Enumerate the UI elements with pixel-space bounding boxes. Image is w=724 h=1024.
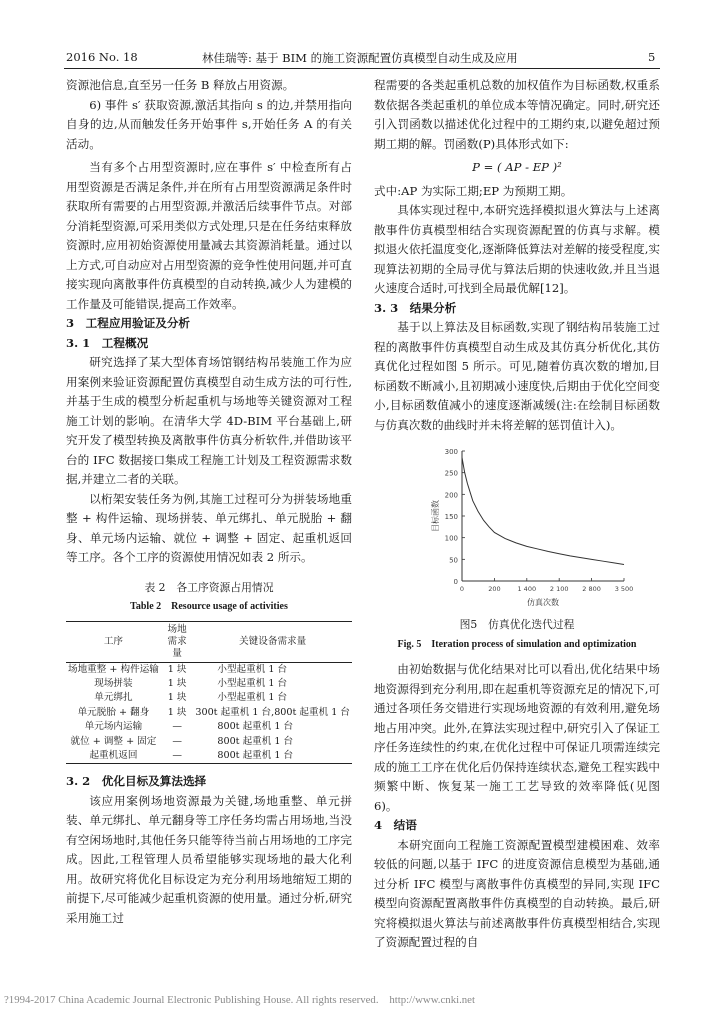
paragraph: 由初始数据与优化结果对比可以看出,优化结果中场地资源得到充分利用,即在起重机等资源充足的情况下,可通过各项任务交错进行实现场地资源的有效利用,避免场地占用冲突。此外,在算法实现过程中,研究引入了保证工序任务连续性的约束,在优化过程中可保证几项需连续完成的施工工序在优化后仍保持连续状态,避免工程实践中频繁中断、恢复某一施工工艺导致的效率降低(见图 6)。 (374, 662, 660, 813)
copyright-footer: ?1994-2017 China Academic Journal Electronic Publishing House. All rights reserved. http://www.cnki.net (4, 994, 475, 1006)
table-row (66, 749, 352, 764)
table-row (66, 691, 352, 705)
table-cell: 300t 起重机 1 台,800t 起重机 1 台 (195, 706, 350, 718)
series-line (462, 458, 624, 565)
paragraph: 资源池信息,直至另一任务 B 释放占用资源。 (66, 78, 295, 92)
paragraph: 基于以上算法及目标函数,实现了钢结构吊装施工过程的离散事件仿真模型自动生成及其仿真分析优化,其仿真优化过程如图 5 所示。可见,随着仿真次数的增加,目标函数不断减小,且初期减小速度快,后期由于优化空间变小,目标函数值减小的速度逐渐减缓(注:在绘制目标函数与仿真次数的曲线时并未将差解的惩罚值计入)。 (374, 320, 660, 432)
y-axis-label: 目标函数 (431, 500, 440, 532)
right-column (374, 76, 660, 953)
y-tick-label: 150 (444, 513, 458, 521)
table-header: 工序 (66, 621, 161, 662)
paragraph: 程需要的各类起重机总数的加权值作为目标函数,权重系数依据各类起重机的单位成本等情况确定。同时,研究还引入罚函数以描述优化过程中的工期约束,以避免超过预期工期的解。罚函数(P)具体形式如下: (374, 78, 660, 151)
x-tick-label: 1 400 (517, 585, 537, 593)
header-journal-issue: 2016 No. 18 (66, 50, 138, 64)
y-tick-label: 250 (444, 469, 458, 478)
section-heading: 3 工程应用验证及分析 (66, 316, 191, 330)
x-tick-label: 3 500 (614, 585, 634, 593)
table-cell: — (172, 721, 182, 733)
paragraph: 式中:AP 为实际工期;EP 为预期工期。 (374, 183, 573, 198)
y-tick-label: 200 (444, 491, 458, 500)
table-cell: 单元场内运输 (84, 721, 143, 733)
x-tick-label: 200 (488, 585, 501, 593)
section-heading: 4 结语 (374, 818, 417, 832)
y-tick-label: 50 (449, 556, 458, 565)
table-cell: 场地重整 + 构件运输 (68, 663, 159, 675)
table-cell: 1 块 (167, 677, 187, 689)
table-caption-cn: 表 2 各工序资源占用情况 (144, 580, 274, 594)
table-cell: 1 块 (167, 663, 187, 675)
y-tick-label: 300 (444, 448, 458, 456)
table-header: 场地需求量 (161, 621, 193, 662)
figure-5 (374, 441, 660, 613)
header-rule (64, 68, 660, 69)
y-tick-label: 0 (453, 578, 458, 586)
table-cell: 单元脱胎 + 翻身 (77, 706, 150, 718)
subsection-heading: 3. 1 工程概况 (66, 335, 149, 350)
subsection-heading: 3. 2 优化目标及算法选择 (66, 774, 207, 789)
x-tick-label: 0 (459, 585, 465, 593)
paragraph: 以桁架安装任务为例,其施工过程可分为拼装场地重整 + 构件运输、现场拼装、单元绑扎、单元脱胎 + 翻身、单元场内运输、就位 + 调整 + 固定、起重机返回等工序。各个工序的资源使用情况如表 2 所示。 (66, 491, 352, 564)
table-cell: 1 块 (167, 692, 187, 704)
paragraph: 具体实现过程中,本研究选择模拟退火算法与上述离散事件仿真模型相结合实现资源配置的仿真与求解。模拟退火依托温度变化,逐渐降低算法对差解的接受程度,实现算法初期的全局寻优与算法后期的快速收敛,并且当退火速度合适时,可找到全局最优解[12]。 (374, 203, 660, 295)
y-tick-label: 100 (444, 534, 458, 543)
table-caption-en: Table 2 Resource usage of activities (130, 601, 288, 612)
table-row (66, 677, 352, 691)
table-cell: 起重机返回 (66, 749, 161, 764)
table-cell: — (172, 735, 182, 747)
table-cell: 小型起重机 1 台 (217, 692, 288, 704)
table-cell: 800t 起重机 1 台 (217, 735, 294, 747)
subsection-heading: 3. 3 结果分析 (374, 300, 457, 315)
figure-caption-en: Fig. 5 Iteration process of simulation and optimization (397, 638, 637, 650)
iteration-chart (374, 441, 660, 613)
paragraph: 该应用案例场地资源最为关键,场地重整、单元拼装、单元绑扎、单元翻身等工序任务均需占用场地,当没有空闲场地时,其他任务只能等待当前占用场地的工序完成。因此,工程管理人员希望能够实现场地的最大化利用。故研究将优化目标设定为充分利用场地缩短工期的前提下,尽可能减少起重机资源的使用量。通过分析,研究采用施工过 (66, 793, 352, 925)
figure-caption-cn: 图5 仿真优化迭代过程 (459, 618, 575, 631)
table-cell: 800t 起重机 1 台 (193, 749, 352, 764)
table-cell: — (161, 749, 193, 764)
header-title: 林佳瑞等: 基于 BIM 的施工资源配置仿真模型自动生成及应用 (202, 51, 518, 65)
table-cell: 800t 起重机 1 台 (217, 721, 294, 733)
left-column (66, 76, 352, 928)
table-cell: 1 块 (167, 706, 187, 718)
paragraph: 本研究面向工程施工资源配置模型建模困难、效率较低的问题,以基于 IFC 的进度资源信息模型为基础,通过分析 IFC 模型与离散事件仿真模型的异同,实现 IFC 模型向资源配置离散事件仿真模型的自动转换。最后,研究将模拟退火算法与前述离散事件仿真模型相结合,实现了资源配置过程的自 (374, 837, 660, 949)
penalty-equation: P = ( AP - EP )² (472, 160, 562, 174)
paragraph: 研究选择了某大型体育场馆钢结构吊装施工作为应用案例来验证资源配置仿真模型自动生成方法的可行性,并基于生成的模型分析起重机与场地等关键资源对工程施工计划的影响。在清华大学 4D-BIM 平台基础上,研究开发了模型转换及离散事件仿真分析软件,并借助该平台的 IFC 数据接口集成工程施工计划及工程资源需求数据,并建立二者的关联。 (66, 355, 352, 486)
x-axis-label: 仿真次数 (527, 598, 559, 607)
table-row (66, 706, 352, 720)
resource-table (66, 621, 352, 765)
x-tick-label: 2 100 (549, 585, 569, 593)
table-cell: 现场拼装 (94, 677, 133, 689)
table-cell: 小型起重机 1 台 (217, 677, 288, 689)
table-row (66, 735, 352, 749)
table-cell: 小型起重机 1 台 (217, 663, 288, 675)
paragraph: 6) 事件 s′ 获取资源,激活其指向 s 的边,并禁用指向自身的边,从而触发任务开始事件 s,开始任务 A 的有关活动。 (66, 97, 352, 151)
table-row (66, 662, 352, 677)
x-tick-label: 2 800 (582, 585, 601, 593)
table-row (66, 720, 352, 734)
header-page-number: 5 (648, 50, 656, 64)
table-cell: 单元绑扎 (94, 692, 133, 704)
paragraph: 当有多个占用型资源时,应在事件 s′ 中检查所有占用型资源是否满足条件,并在所有占用型资源满足条件时获取所有需要的占用型资源,并激活后续事件节点。对部分消耗型资源,可采用类似方式处理,只是在任务结束释放资源时,应用初始资源使用量减去其资源消耗量。通过以上方式,可自动应对占用型资源的竞争性使用问题,并可直接实现向离散事件仿真模型的自动转换,减少人为建模的工作量及可能错误,提高工作效率。 (66, 160, 352, 311)
table-header: 关键设备需求量 (193, 621, 352, 662)
table-cell: 就位 + 调整 + 固定 (70, 735, 157, 747)
